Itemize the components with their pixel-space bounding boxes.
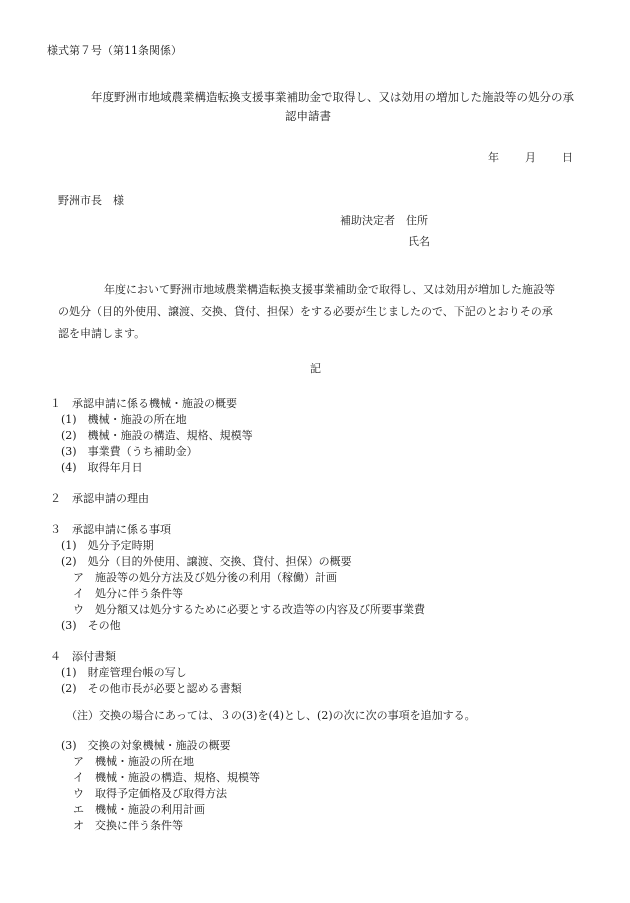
- exchange-item-u: ウ 取得予定価格及び取得方法: [73, 787, 227, 800]
- section-1-item-3: (3) 事業費（うち補助金）: [61, 445, 198, 458]
- section-3-subitem-i: イ 処分に伴う条件等: [73, 587, 183, 600]
- section-4-item-1: (1) 財産管理台帳の写し: [61, 666, 187, 679]
- exchange-heading: (3) 交換の対象機械・施設の概要: [61, 739, 231, 752]
- section-3-subitem-a: ア 施設等の処分方法及び処分後の利用（稼働）計画: [73, 571, 337, 584]
- body-line-1: 年度において野洲市地域農業構造転換支援事業補助金で取得し、又は効用が増加した施設等: [104, 283, 555, 296]
- applicant-address-label: 補助決定者 住所: [340, 214, 428, 227]
- section-3-item-1: (1) 処分予定時期: [61, 539, 154, 552]
- section-2-heading: ２ 承認申請の理由: [50, 492, 149, 505]
- section-4-item-2: (2) その他市長が必要と認める書類: [61, 682, 242, 695]
- section-1-item-4: (4) 取得年月日: [61, 461, 143, 474]
- document-title-line-2: 認申請書: [285, 109, 331, 123]
- section-1-heading: １ 承認申請に係る機械・施設の概要: [50, 397, 237, 410]
- date-year-label: 年: [488, 151, 499, 164]
- exchange-item-a: ア 機械・施設の所在地: [73, 755, 194, 768]
- section-3-subitem-u: ウ 処分額又は処分するために必要とする改造等の内容及び所要事業費: [73, 603, 425, 616]
- section-3-heading: ３ 承認申請に係る事項: [50, 523, 171, 536]
- exchange-item-e: エ 機械・施設の利用計画: [73, 803, 205, 816]
- form-label: 様式第７号（第11条関係）: [47, 44, 182, 57]
- section-1-item-2: (2) 機械・施設の構造、規格、規模等: [61, 429, 253, 442]
- section-4-heading: ４ 添付書類: [50, 650, 116, 663]
- section-3-item-2: (2) 処分（目的外使用、譲渡、交換、貸付、担保）の概要: [61, 555, 352, 568]
- applicant-name-label: 氏名: [408, 235, 430, 248]
- section-1-item-1: (1) 機械・施設の所在地: [61, 413, 187, 426]
- section-3-item-3: (3) その他: [61, 619, 121, 632]
- date-month-label: 月: [525, 151, 536, 164]
- note-text: （注）交換の場合にあっては、３の(3)を(4)とし、(2)の次に次の事項を追加する。: [66, 709, 476, 722]
- exchange-item-i: イ 機械・施設の構造、規格、規模等: [73, 771, 260, 784]
- body-line-3: 認を申請します。: [58, 327, 146, 340]
- addressee: 野洲市長 様: [58, 194, 124, 207]
- ki-marker: 記: [310, 362, 321, 375]
- document-title-line-1: 年度野洲市地域農業構造転換支援事業補助金で取得し、又は効用の増加した施設等の処分の承: [91, 90, 574, 104]
- exchange-item-o: オ 交換に伴う条件等: [73, 819, 183, 832]
- date-day-label: 日: [562, 151, 573, 164]
- body-line-2: の処分（目的外使用、譲渡、交換、貸付、担保）をする必要が生じましたので、下記のとおりその承: [58, 305, 553, 318]
